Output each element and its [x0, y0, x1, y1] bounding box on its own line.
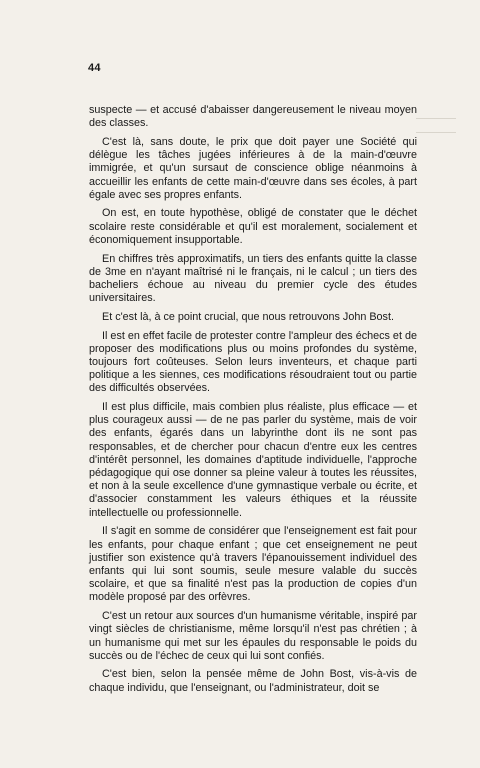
- paragraph-1: suspecte — et accusé d'abaisser dangereusement le niveau moyen des classes.: [89, 104, 417, 130]
- paragraph-2: C'est là, sans doute, le prix que doit payer une Société qui délègue les tâches jugées inférieures à de la main-d'œuvre immigrée, et qu'un sursaut de conscience oblige néanmoins à accueillir les enfants de cette main-d'œuvre dans ses écoles, à part égale avec ses propres enfants.: [89, 135, 417, 201]
- show-through-line: [416, 118, 456, 119]
- body-text: [89, 104, 417, 700]
- show-through-line: [416, 132, 456, 133]
- paragraph-10: C'est bien, selon la pensée même de John Bost, vis-à-vis de chaque individu, que l'enseignant, ou l'administrateur, doit se: [89, 668, 417, 694]
- paragraph-5: Et c'est là, à ce point crucial, que nous retrouvons John Bost.: [102, 310, 394, 323]
- paragraph-9: C'est un retour aux sources d'un humanisme véritable, inspiré par vingt siècles de christianisme, même lorsqu'il n'est pas chrétien ; à un humanisme qui met sur les épaules du responsable le poids du succès ou de l'échec de ceux qui lui sont confiés.: [89, 610, 417, 662]
- page-number: 44: [88, 62, 101, 74]
- paragraph-6: Il est en effet facile de protester contre l'ampleur des échecs et de proposer des modifications plus ou moins profondes du système, toujours fort coûteuses. Selon leurs inventeurs, et chaque parti politique a les siennes, ces modifications résoudraient tout ou partie des difficultés observées.: [89, 329, 417, 395]
- paragraph-3: On est, en toute hypothèse, obligé de constater que le déchet scolaire reste considérable et qu'il est moralement, socialement et économiquement insupportable.: [89, 207, 417, 246]
- paragraph-7: Il est plus difficile, mais combien plus réaliste, plus efficace — et plus courageux aussi — de ne pas parler du système, mais de voir des enfants, égarés dans un labyrinthe dont ils ne sont pas responsables, et de chercher pour chacun d'entre eux les centres d'intérêt personnel, les domaines d'aptitude individuelle, l'approche pédagogique qui ose donner sa pleine valeur à toutes les réussites, et non à la seule excellence d'une gymnastique verbale ou écrite, et d'associer constamment les valeurs éthiques et la réussite intellectuelle ou professionnelle.: [89, 401, 417, 519]
- paragraph-4: En chiffres très approximatifs, un tiers des enfants quitte la classe de 3me en n'ayant maîtrisé ni le français, ni le calcul ; un tiers des bacheliers échoue au niveau du premier cycle des études universitaires.: [89, 252, 417, 305]
- paragraph-8: Il s'agit en somme de considérer que l'enseignement est fait pour les enfants, pour chaque enfant ; que cet enseignement ne peut justifier son existence qu'à travers l'épanouissement individuel des enfants qui lui sont soumis, seule mesure valable du succès scolaire, et que sa finalité n'est pas la production de copies d'un modèle proposé par des orfèvres.: [89, 525, 417, 604]
